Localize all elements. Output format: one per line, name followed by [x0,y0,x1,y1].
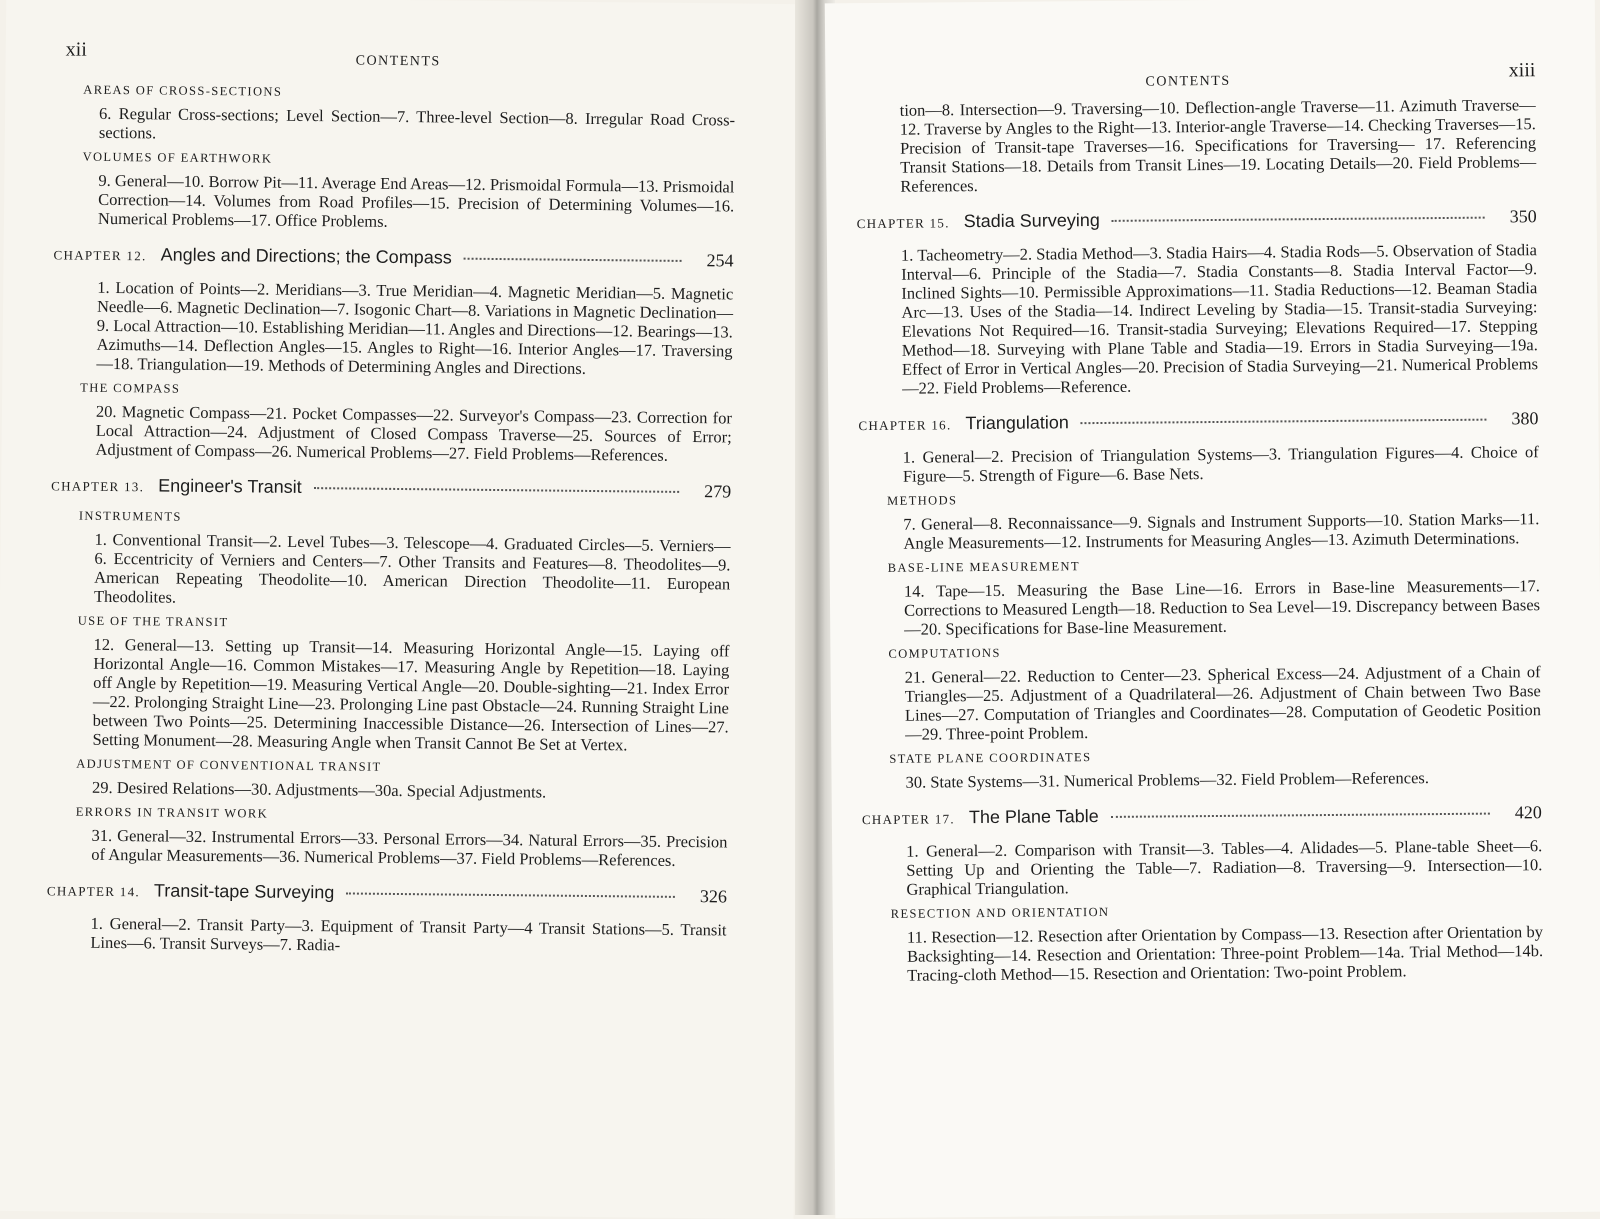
running-head-title: CONTENTS [355,53,441,70]
section-topics: 7. General—8. Reconnaissance—9. Signals and Instrument Supports—10. Station Marks—11. Angle Measurements—12. Instruments for Measuring Angles—13. Azimuth Determinations. [903,509,1540,553]
running-head-title: CONTENTS [1145,73,1231,90]
chapter-number: CHAPTER 16. [858,417,952,434]
chapter-title: Triangulation [965,412,1069,434]
chapter-entry [862,802,1542,832]
chapter-page-number: 326 [699,886,728,907]
chapter-entry [53,243,733,274]
dot-leaders [346,892,675,897]
section-topics: 1. Conventional Transit—2. Level Tubes—3. Telescope—4. Graduated Circles—5. Verniers—6. Eccentricity of Verniers and Centers—7. Other Transits and Features—8. Theodolites—9. American Repeating Theodolite—10. American Direction Theodolite—11. European Theodolites. [93,529,731,607]
running-head [855,59,1535,101]
chapter-number: CHAPTER 14. [46,883,141,900]
chapter-entry [858,408,1538,438]
chapter-page-number: 380 [1511,408,1539,429]
chapter-page-number: 420 [1514,802,1542,823]
section-subheading: METHODS [887,493,958,508]
chapter-title: Transit-tape Surveying [153,880,335,903]
section-topics: 9. General—10. Borrow Pit—11. Average End Areas—12. Prismoidal Formula—13. Prismoidal Correction—14. Volumes from Road Profiles—15. Precision of Determining Volumes—16. Numerical Problems—17. Office Problems. [97,170,735,231]
dot-leaders [1081,419,1487,425]
right-page [825,0,1600,1218]
section-topics: 14. Tape—15. Measuring the Base Line—16. Errors in Base-line Measurements—17. Corrections to Measured Length—18. Reduction to Sea Level—19. Discrepancy between Bases—20. Specifications for Base-line Measurement. [903,576,1541,639]
dot-leaders [1111,813,1490,818]
chapter-entry [47,879,727,910]
contents-list [856,95,1544,985]
section-subheading: ERRORS IN TRANSIT WORK [75,804,269,821]
section-subheading: INSTRUMENTS [78,508,182,524]
section-subheading: USE OF THE TRANSIT [77,613,229,630]
section-topics: 1. Tacheometry—2. Stadia Method—3. Stadia Hairs—4. Stadia Rods—5. Observation of Stadia Interval—6. Principle of the Stadia—7. Stadia Constants—8. Stadia Interval Factor—9. Inclined Sights—10. Permissible Approximations—11. Stadia Reductions—12. Beaman Stadia Arc—13. Uses of the Stadia—14. Indirect Leveling by Stadia—15. Transit-stadia Surveying: Elevations Not Required—16. Transit-stadia Surveying; Elevations Required—17. Stepping Method—18. Surveying with Plane Table and Stadia—19. Errors in Stadia Surveying—19a. Effect of Error in Vertical Angles—20. Precision of Stadia Surveying—21. Numerical Problems—22. Field Problems—Reference. [900,240,1539,398]
dot-leaders [314,487,679,493]
section-topics: 21. General—22. Reduction to Center—23. Spherical Excess—24. Adjustment of a Chain of Triangles—25. Adjustment of a Quadrilateral—26. Adjustment of Chain between Two Base Lines—27. Computation of Triangles and Coordinates—28. Computation of Geodetic Position—29. Three-point Problem. [904,662,1542,744]
page-folio: xiii [1508,59,1536,82]
chapter-page-number: 350 [1509,206,1537,227]
contents-list [46,82,735,958]
section-subheading: RESECTION AND ORIENTATION [890,904,1110,921]
dot-leaders [1112,217,1485,222]
chapter-title: Stadia Surveying [963,209,1100,232]
chapter-number: CHAPTER 12. [53,247,147,264]
section-topics: 6. Regular Cross-sections; Level Section—7. Three-level Section—8. Irregular Road Cross-sections. [98,103,736,143]
chapter-number: CHAPTER 17. [861,811,955,828]
chapter-title: The Plane Table [968,806,1099,828]
section-subheading: COMPUTATIONS [888,645,1001,661]
chapter-number: CHAPTER 13. [51,478,145,495]
section-topics: 1. General—2. Comparison with Transit—3. Tables—4. Alidades—5. Plane-table Sheet—6. Setting Up and Orienting the Table—7. Radiation—8. Traversing—9. Intersection—10. Graphical Triangulation. [906,836,1543,899]
section-subheading: STATE PLANE COORDINATES [889,750,1092,766]
chapter-page-number: 254 [706,250,734,271]
section-subheading: BASE-LINE MEASUREMENT [887,559,1081,575]
section-subheading: ADJUSTMENT OF CONVENTIONAL TRANSIT [76,756,382,774]
section-topics: 20. Magnetic Compass—21. Pocket Compasses—22. Surveyor's Compass—23. Correction for Local Attraction—24. Adjustment of Closed Compass Traverse—25. Sources of Error; Adjustment of Compass—26. Numerical Problems—27. Field Problems—References. [95,401,733,465]
dot-leaders [464,258,682,262]
chapter-entry [857,206,1537,236]
section-topics: 30. State Systems—31. Numerical Problems—32. Field Problem—References. [905,768,1429,792]
section-topics: 12. General—13. Setting up Transit—14. Measuring Horizontal Angle—15. Laying off Horizontal Angle—16. Common Mistakes—17. Measuring Angle by Repetition—18. Laying off Angle by Repetition—19. Measuring Vertical Angle—20. Double-sighting—21. Index Error—22. Prolonging Straight Line—23. Prolonging Line past Obstacle—24. Running Straight Line between Two Points—25. Determining Inaccessible Distance—26. Intersection of Lines—27. Setting Monument—28. Measuring Angle when Transit Cannot Be Set at Vertex. [92,634,730,755]
section-subheading: AREAS OF CROSS-SECTIONS [83,82,283,99]
section-subheading: VOLUMES OF EARTHWORK [82,149,273,166]
running-head [55,38,735,81]
chapter-title: Engineer's Transit [158,475,302,497]
section-topics: 1. Location of Points—2. Meridians—3. True Meridian—4. Magnetic Meridian—5. Magnetic Needle—6. Magnetic Declination—7. Isogonic Chart—8. Variations in Magnetic Declination—9. Local Attraction—10. Establishing Meridian—11. Angles and Directions—12. Bearings—13. Azimuths—14. Deflection Angles—15. Angles to Right—16. Interior Angles—17. Traversing—18. Triangulation—19. Methods of Determining Angles and Directions. [96,277,734,378]
section-topics: 29. Desired Relations—30. Adjustments—30a. Special Adjustments. [91,777,547,802]
section-topics: 1. General—2. Transit Party—3. Equipment of Transit Party—4 Transit Stations—5. Transit Lines—6. Transit Surveys—7. Radia- [90,913,727,955]
section-topics: 11. Resection—12. Resection after Orientation by Compass—13. Resection after Orientation by Backsighting—14. Resection and Orientation: Three-point Problem—14a. Trial Method—14b. Tracing-cloth Method—15. Resection and Orientation: Two-point Problem. [906,922,1544,985]
chapter-number: CHAPTER 15. [856,215,950,232]
section-topics: 1. General—2. Precision of Triangulation Systems—3. Triangulation Figures—4. Choice of Figure—5. Strength of Figure—6. Base Nets. [902,442,1539,486]
section-topics: 31. General—32. Instrumental Errors—33. Personal Errors—34. Natural Errors—35. Precision of Angular Measurements—36. Numerical Problems—37. Field Problems—References. [91,825,728,870]
section-subheading: THE COMPASS [80,380,181,396]
chapter-title: Angles and Directions; the Compass [160,244,452,268]
page-folio: xii [65,38,87,61]
chapter-page-number: 279 [704,481,732,502]
chapter-entry [51,474,731,505]
section-topics: tion—8. Intersection—9. Traversing—10. Deflection-angle Traverse—11. Azimuth Traverse—12. Traverse by Angles to the Right—13. Interior-angle Traverse—14. Checking Traverses—15. Precision of Transit-tape Traverses—16. Specifications for Traversing— 17. Referencing Transit Stations—18. Details from Transit Lines—19. Locating Details—20. Field Problems—References. [899,95,1537,196]
